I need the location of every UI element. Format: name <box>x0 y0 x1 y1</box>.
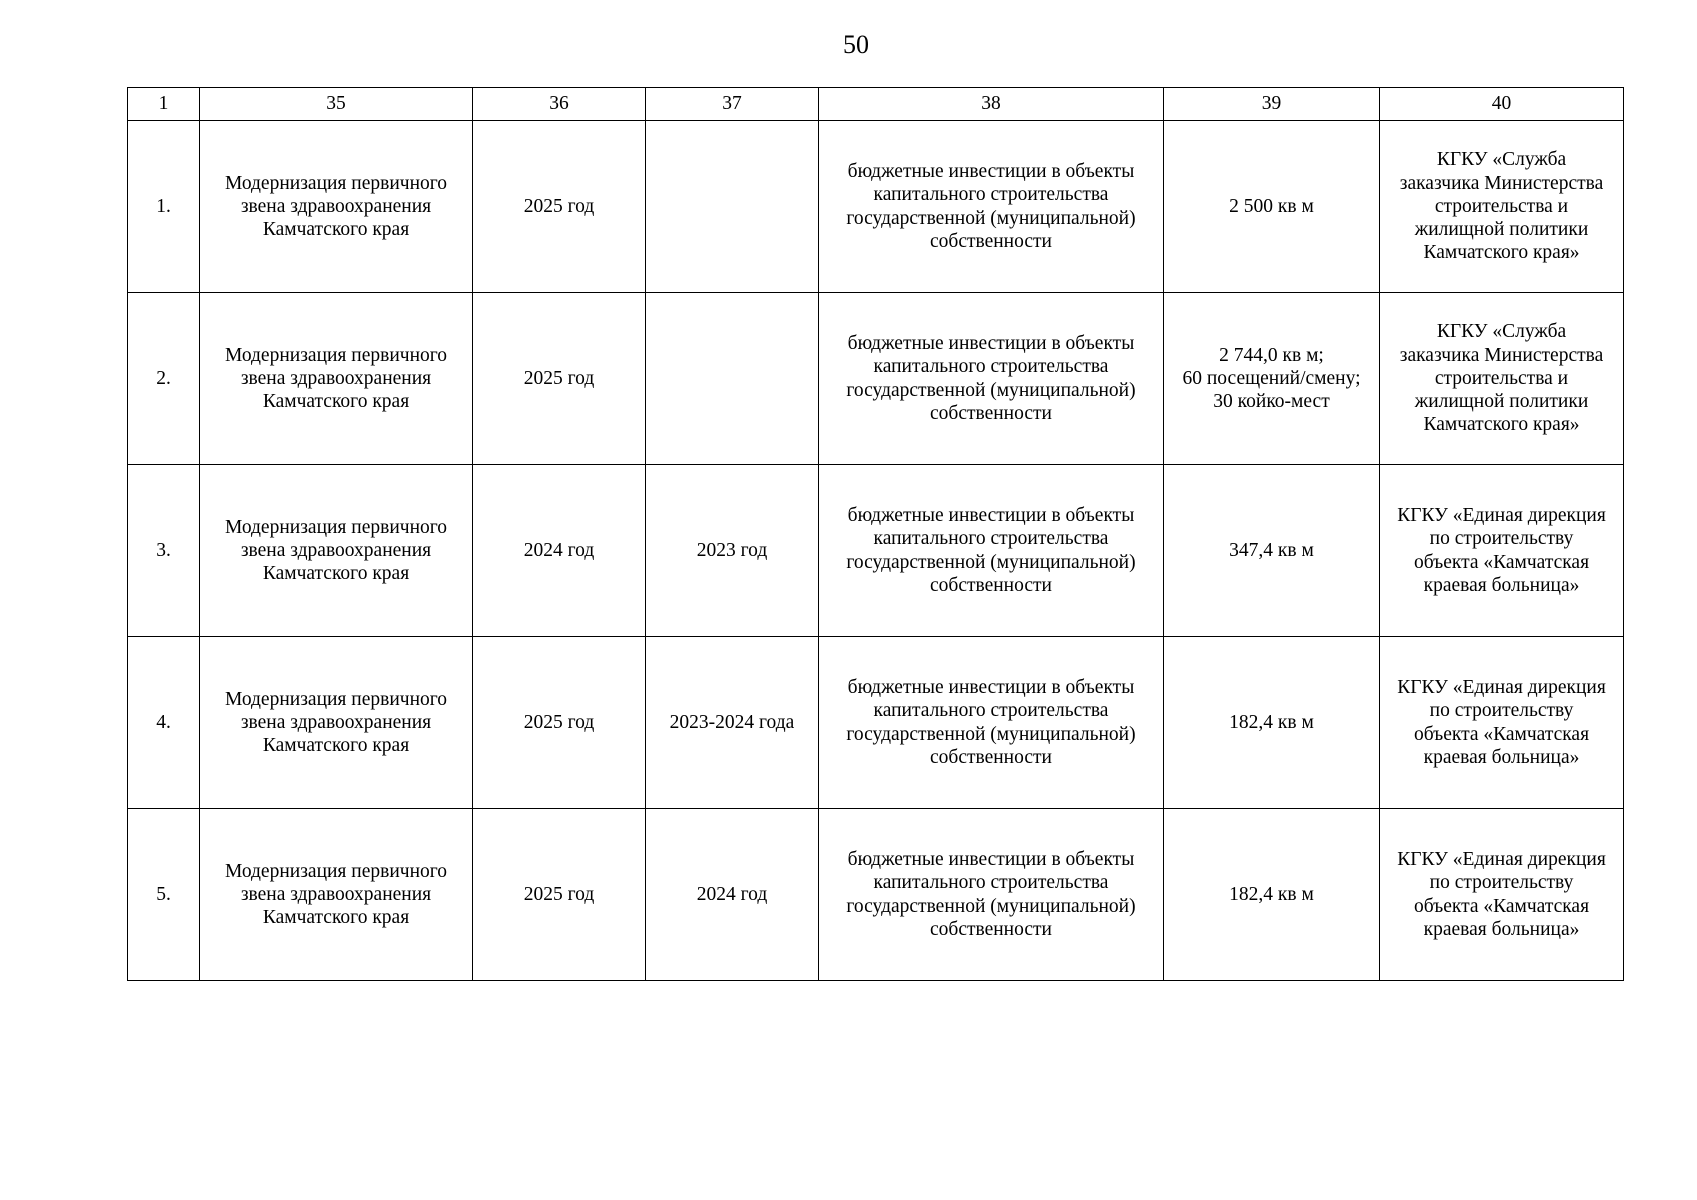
capacity-cell: 182,4 кв м <box>1164 637 1380 809</box>
capacity-cell: 182,4 кв м <box>1164 809 1380 981</box>
table-row <box>128 293 1624 465</box>
row-number-cell: 4. <box>128 637 200 809</box>
period-cell <box>646 293 819 465</box>
row-number-cell: 3. <box>128 465 200 637</box>
investment-type-cell: бюджетные инвестиции в объекты капитального строительства государственной (муниципальной) собственности <box>819 637 1164 809</box>
period-cell: 2024 год <box>646 809 819 981</box>
header-cell-35: 35 <box>200 88 473 121</box>
header-cell-1: 1 <box>128 88 200 121</box>
customer-cell: КГКУ «Служба заказчика Министерства строительства и жилищной политики Камчатского края» <box>1380 293 1624 465</box>
table-row <box>128 637 1624 809</box>
table-row <box>128 465 1624 637</box>
data-table <box>127 87 1624 981</box>
year-cell: 2025 год <box>473 809 646 981</box>
year-cell: 2025 год <box>473 121 646 293</box>
investment-type-cell: бюджетные инвестиции в объекты капитального строительства государственной (муниципальной) собственности <box>819 465 1164 637</box>
investment-type-cell: бюджетные инвестиции в объекты капитального строительства государственной (муниципальной) собственности <box>819 293 1164 465</box>
capacity-cell: 2 744,0 кв м; 60 посещений/смену; 30 койко-мест <box>1164 293 1380 465</box>
table-row <box>128 121 1624 293</box>
event-name-cell: Модернизация первичного звена здравоохранения Камчатского края <box>200 121 473 293</box>
year-cell: 2025 год <box>473 293 646 465</box>
header-cell-40: 40 <box>1380 88 1624 121</box>
table-row <box>128 809 1624 981</box>
event-name-cell: Модернизация первичного звена здравоохранения Камчатского края <box>200 809 473 981</box>
header-cell-37: 37 <box>646 88 819 121</box>
header-cell-38: 38 <box>819 88 1164 121</box>
investment-type-cell: бюджетные инвестиции в объекты капитального строительства государственной (муниципальной) собственности <box>819 809 1164 981</box>
table-body <box>128 121 1624 981</box>
customer-cell: КГКУ «Единая дирекция по строительству объекта «Камчатская краевая больница» <box>1380 465 1624 637</box>
table-header <box>128 88 1624 121</box>
page-number: 50 <box>843 30 869 59</box>
year-cell: 2025 год <box>473 637 646 809</box>
capacity-cell: 347,4 кв м <box>1164 465 1380 637</box>
investment-type-cell: бюджетные инвестиции в объекты капитального строительства государственной (муниципальной) собственности <box>819 121 1164 293</box>
customer-cell: КГКУ «Служба заказчика Министерства строительства и жилищной политики Камчатского края» <box>1380 121 1624 293</box>
row-number-cell: 1. <box>128 121 200 293</box>
period-cell: 2023-2024 года <box>646 637 819 809</box>
header-cell-36: 36 <box>473 88 646 121</box>
period-cell <box>646 121 819 293</box>
customer-cell: КГКУ «Единая дирекция по строительству объекта «Камчатская краевая больница» <box>1380 809 1624 981</box>
row-number-cell: 5. <box>128 809 200 981</box>
event-name-cell: Модернизация первичного звена здравоохранения Камчатского края <box>200 465 473 637</box>
header-cell-39: 39 <box>1164 88 1380 121</box>
event-name-cell: Модернизация первичного звена здравоохранения Камчатского края <box>200 637 473 809</box>
year-cell: 2024 год <box>473 465 646 637</box>
capacity-cell: 2 500 кв м <box>1164 121 1380 293</box>
header-row <box>128 88 1624 121</box>
period-cell: 2023 год <box>646 465 819 637</box>
customer-cell: КГКУ «Единая дирекция по строительству объекта «Камчатская краевая больница» <box>1380 637 1624 809</box>
event-name-cell: Модернизация первичного звена здравоохранения Камчатского края <box>200 293 473 465</box>
row-number-cell: 2. <box>128 293 200 465</box>
